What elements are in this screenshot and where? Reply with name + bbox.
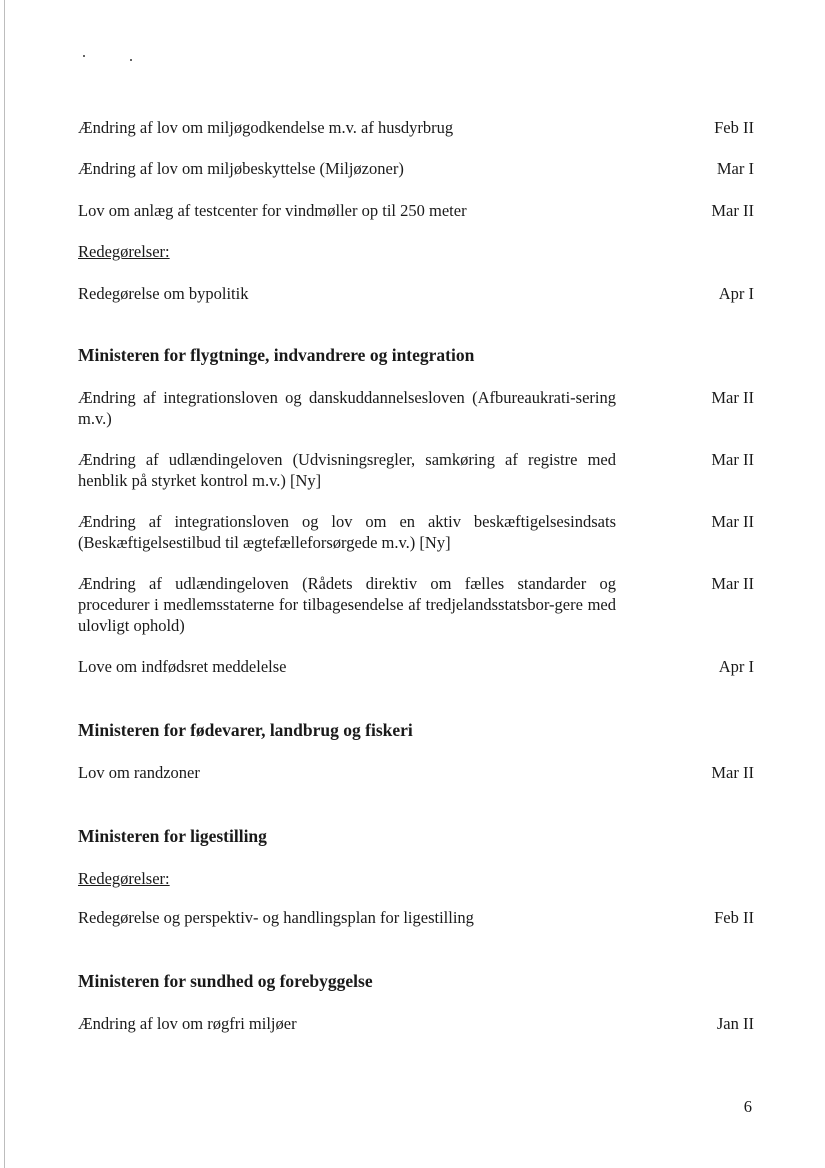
item-date: Apr I (718, 657, 754, 676)
section-heading: Ministeren for flygtninge, indvandrere og integration (78, 345, 475, 365)
item-date: Mar II (711, 201, 754, 220)
item-title: Ændring af udlændingeloven (Rådets direktiv om fælles standarder og procedurer i medlemsstaterne for tilbagesendelse af tredjelandsstatsbor-gere med ulovligt ophold) (78, 574, 616, 635)
scan-speck (130, 59, 132, 61)
item-date: Feb II (714, 118, 754, 137)
section-heading: Ministeren for sundhed og forebyggelse (78, 971, 373, 991)
section-heading: Ministeren for fødevarer, landbrug og fiskeri (78, 720, 413, 740)
page-number: 6 (743, 1097, 752, 1116)
subheading-redegorelser: Redegørelser: (78, 242, 170, 261)
item-title: Ændring af lov om miljøgodkendelse m.v. af husdyrbrug (78, 118, 454, 137)
item-title: Ændring af udlændingeloven (Udvisningsregler, samkøring af registre med henblik på styrket kontrol m.v.) [Ny] (78, 450, 616, 490)
item-date: Mar II (711, 450, 754, 469)
item-date: Apr I (718, 284, 754, 303)
item-date: Feb II (714, 908, 754, 927)
item-title: Ændring af lov om miljøbeskyttelse (Miljøzoner) (78, 159, 404, 178)
item-title: Ændring af integrationsloven og lov om en aktiv beskæftigelsesindsats (Beskæftigelsestilbud til ægtefælleforsørgede m.v.) [Ny] (78, 512, 616, 552)
scan-speck (83, 55, 85, 57)
section-heading: Ministeren for ligestilling (78, 826, 267, 846)
item-date: Mar II (711, 763, 754, 782)
subheading-redegorelser: Redegørelser: (78, 869, 170, 888)
item-date: Jan II (716, 1014, 754, 1033)
item-title: Love om indfødsret meddelelse (78, 657, 287, 676)
item-title: Lov om randzoner (78, 763, 200, 782)
item-date: Mar II (711, 512, 754, 531)
scan-edge (4, 0, 5, 1168)
item-title: Lov om anlæg af testcenter for vindmøller op til 250 meter (78, 201, 467, 220)
item-title: Redegørelse om bypolitik (78, 284, 249, 303)
item-title: Ændring af integrationsloven og danskuddannelsesloven (Afbureaukrati-sering m.v.) (78, 388, 616, 428)
item-title: Ændring af lov om røgfri miljøer (78, 1014, 297, 1033)
item-title: Redegørelse og perspektiv- og handlingsplan for ligestilling (78, 908, 474, 927)
item-date: Mar I (716, 159, 754, 178)
item-date: Mar II (711, 574, 754, 593)
item-date: Mar II (711, 388, 754, 407)
